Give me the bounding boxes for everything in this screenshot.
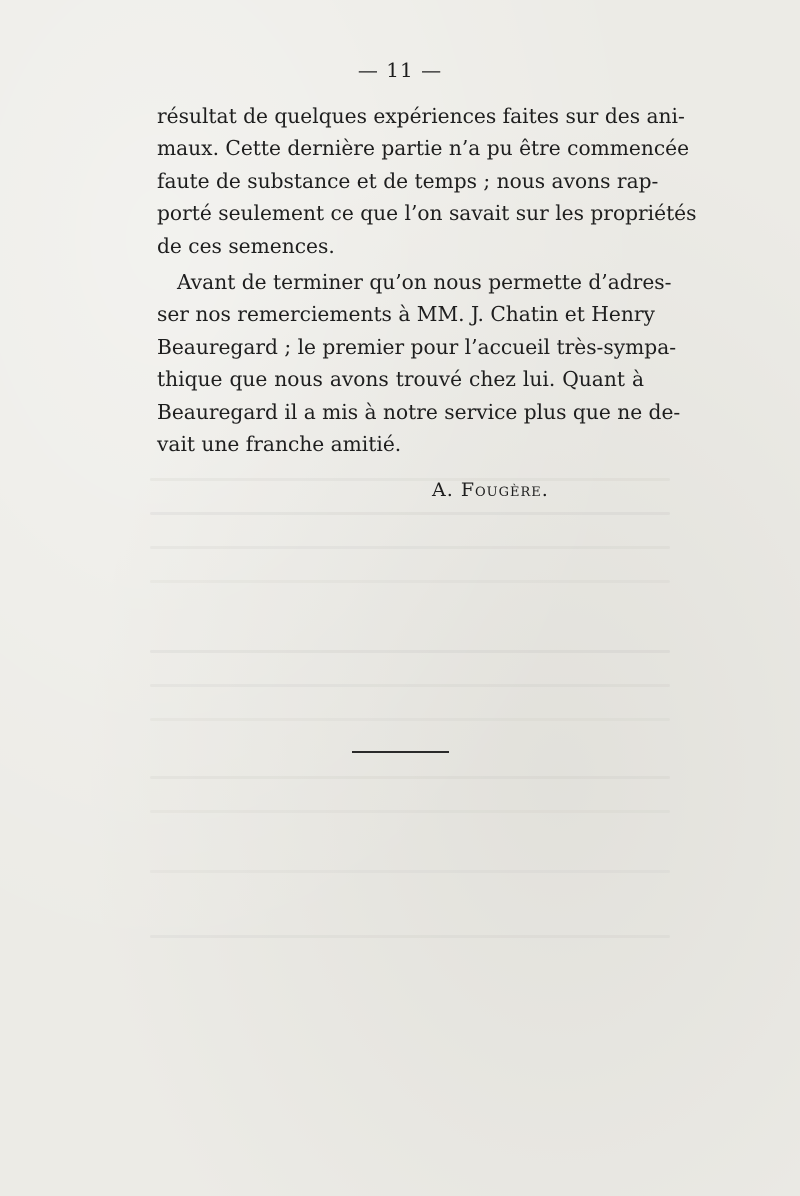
text-line: maux. Cette dernière partie n’a pu être commencée <box>157 136 690 161</box>
text-line: porté seulement ce que l’on savait sur les propriétés <box>157 201 697 226</box>
text-line: vait une franche amitié. <box>157 432 402 457</box>
bleed-through-mark <box>150 718 670 721</box>
bleed-through-mark <box>150 512 670 515</box>
paragraph-2 <box>157 266 681 460</box>
bleed-through-mark <box>150 546 670 549</box>
text-line: faute de substance et de temps ; nous avons rap- <box>157 168 659 193</box>
bleed-through-mark <box>150 935 670 938</box>
bleed-through-mark <box>150 684 670 687</box>
text-line: thique que nous avons trouvé chez lui. Quant à <box>157 367 644 392</box>
text-line: de ces semences. <box>157 233 335 258</box>
author-initial: A. <box>432 479 454 501</box>
paragraph-1 <box>157 100 697 262</box>
section-divider <box>352 751 449 753</box>
bleed-through-mark <box>150 810 670 813</box>
text-line: ser nos remerciements à MM. J. Chatin et Henry <box>157 302 655 327</box>
bleed-through-mark <box>150 776 670 779</box>
text-line: Beauregard ; le premier pour l’accueil très-sympa- <box>157 334 677 359</box>
page-number: — 11 — <box>357 58 443 82</box>
bleed-through-mark <box>150 870 670 873</box>
author-signature <box>432 479 549 501</box>
bleed-through-mark <box>150 650 670 653</box>
bleed-through-mark <box>150 580 670 583</box>
text-line: Avant de terminer qu’on nous permette d’adres- <box>177 270 672 294</box>
bleed-through-mark <box>150 478 670 481</box>
text-line: résultat de quelques expériences faites sur des ani- <box>157 104 685 128</box>
text-line: Beauregard il a mis à notre service plus que ne de- <box>157 399 681 424</box>
author-name: Fougère. <box>460 479 549 501</box>
